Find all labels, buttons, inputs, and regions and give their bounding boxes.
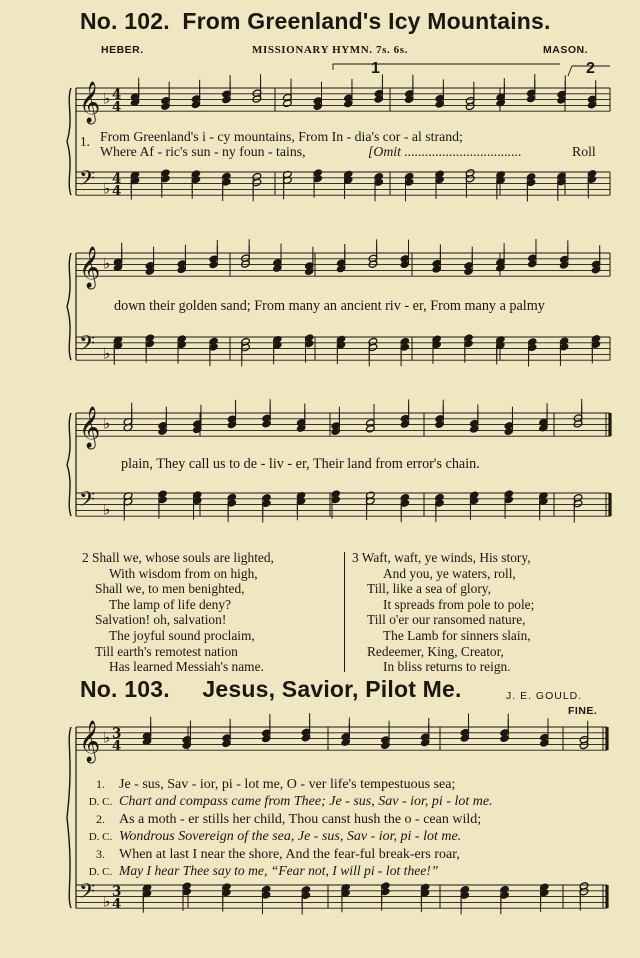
time-signature: 4 (112, 171, 122, 188)
verse-label: 2. (96, 811, 105, 826)
verse-line: In bliss returns to reign. (383, 659, 511, 675)
treble-clef-icon: 𝄞 (79, 721, 101, 763)
hymn-103-lyrics (82, 775, 493, 879)
lyric-row (82, 862, 493, 879)
flat-icon: ♭ (103, 89, 111, 108)
system-1-lyric-b: Where Af - ric's sun - ny foun - tains, (100, 144, 306, 159)
verse-line: Has learned Messiah's name. (109, 659, 264, 675)
lyric-text: As a moth - er stills her child, Thou canst hush the o - cean wild; (119, 811, 482, 827)
tune-meter: MISSIONARY HYMN. 7s. 6s. (252, 44, 409, 56)
verse-line: The lamp of life deny? (109, 596, 231, 612)
verse-label: D. C. (88, 796, 113, 809)
flat-icon: ♭ (103, 728, 111, 747)
time-signature: 3 (112, 884, 122, 901)
lyric-row (82, 827, 493, 844)
verse-line: Redeemer, King, Creator, (367, 643, 504, 659)
bass-clef-icon: 𝄢 (79, 331, 96, 360)
system-3-lyric: plain, They call us to de - liv - er, Their land from error's chain. (121, 456, 480, 472)
lyric-row (82, 810, 493, 827)
hymn-title: Jesus, Savior, Pilot Me. (202, 676, 462, 702)
roll-word: Roll (572, 144, 596, 159)
brace (67, 413, 71, 516)
system-2-lyric: down their golden sand; From many an ancient riv - er, From many a palmy (114, 298, 545, 314)
fine-marking: FINE. (568, 705, 598, 717)
treble-clef-icon: 𝄞 (79, 247, 101, 289)
time-signature: 4 (112, 87, 122, 104)
treble-clef-icon: 𝄞 (79, 82, 101, 124)
verse-2-block (82, 550, 274, 675)
verse-divider (344, 552, 345, 672)
brace (67, 88, 71, 195)
verse-line: And you, ye waters, roll, (383, 565, 516, 581)
lyricist-credit: HEBER. (101, 44, 144, 56)
verse-label: D. C. (88, 865, 113, 878)
lyric-row (82, 845, 493, 862)
lyric-text: When at last I near the shore, And the fear-ful break-ers roar, (119, 846, 460, 862)
omit-direction: [Omit .................................. (368, 144, 522, 159)
hymn-number: No. 102. (80, 8, 170, 34)
verse-label: 1. (96, 777, 105, 791)
lyric-row (82, 775, 493, 792)
hymn-number: No. 103. (80, 676, 170, 702)
verse-label: D. C. (88, 831, 113, 844)
verse-marker: 1. (80, 134, 90, 149)
flat-icon: ♭ (103, 254, 111, 273)
composer-credit: MASON. (543, 44, 588, 56)
brace (67, 727, 71, 908)
verse-3-block (352, 550, 534, 675)
flat-icon: ♭ (103, 892, 111, 911)
lyric-text: Wondrous Sovereign of the sea, Je - sus, Sav - ior, pi - lot me. (119, 829, 462, 845)
brace (67, 253, 71, 360)
bass-clef-icon: 𝄢 (79, 166, 96, 195)
time-signature: 4 (112, 896, 122, 913)
time-signature: 4 (112, 99, 122, 116)
volta-bracket-1 (333, 64, 560, 70)
lyric-row (82, 792, 493, 809)
ending-1-label: 1 (371, 60, 380, 77)
time-signature: 4 (112, 738, 122, 755)
flat-icon: ♭ (103, 414, 111, 433)
hymn-103-title-row (80, 676, 462, 703)
verse-line: Till, like a sea of glory, (367, 581, 491, 597)
verse-line: 3 Waft, waft, ye winds, His story, (352, 550, 531, 565)
composer-credit: J. E. GOULD. (506, 690, 583, 702)
ending-2-label: 2 (586, 60, 595, 77)
verse-line: With wisdom from on high, (109, 565, 258, 581)
flat-icon: ♭ (103, 500, 111, 519)
verse-line: The joyful sound proclaim, (109, 627, 255, 643)
system-1-lyric-a: From Greenland's i - cy mountains, From In - dia's cor - al strand; (100, 129, 463, 144)
verse-line: 2 Shall we, whose souls are lighted, (82, 550, 274, 565)
bass-clef-icon: 𝄢 (79, 487, 96, 516)
volta-bracket-2 (568, 66, 610, 76)
hymn-title: From Greenland's Icy Mountains. (182, 8, 551, 34)
flat-icon: ♭ (103, 344, 111, 363)
verse-line: Shall we, to men benighted, (95, 581, 245, 597)
lyric-text: Chart and compass came from Thee; Je - sus, Sav - ior, pi - lot me. (119, 794, 493, 810)
time-signature: 4 (112, 183, 122, 200)
verse-line: Till o'er our ransomed nature, (367, 612, 526, 628)
time-signature: 3 (112, 726, 122, 743)
verse-line: Till earth's remotest nation (95, 643, 238, 659)
lyric-text: May I hear Thee say to me, “Fear not, I will pi - lot thee!” (119, 862, 439, 878)
bass-clef-icon: 𝄢 (79, 879, 96, 908)
flat-icon: ♭ (103, 179, 111, 198)
treble-clef-icon: 𝄞 (79, 407, 101, 449)
verse-label: 3. (96, 846, 105, 861)
verse-line: Salvation! oh, salvation! (95, 612, 227, 628)
verse-line: It spreads from pole to pole; (383, 596, 535, 612)
verse-line: The Lamb for sinners slain, (383, 627, 531, 643)
lyric-text: Je - sus, Sav - ior, pi - lot me, O - ver life's tempestuous sea; (119, 777, 456, 792)
